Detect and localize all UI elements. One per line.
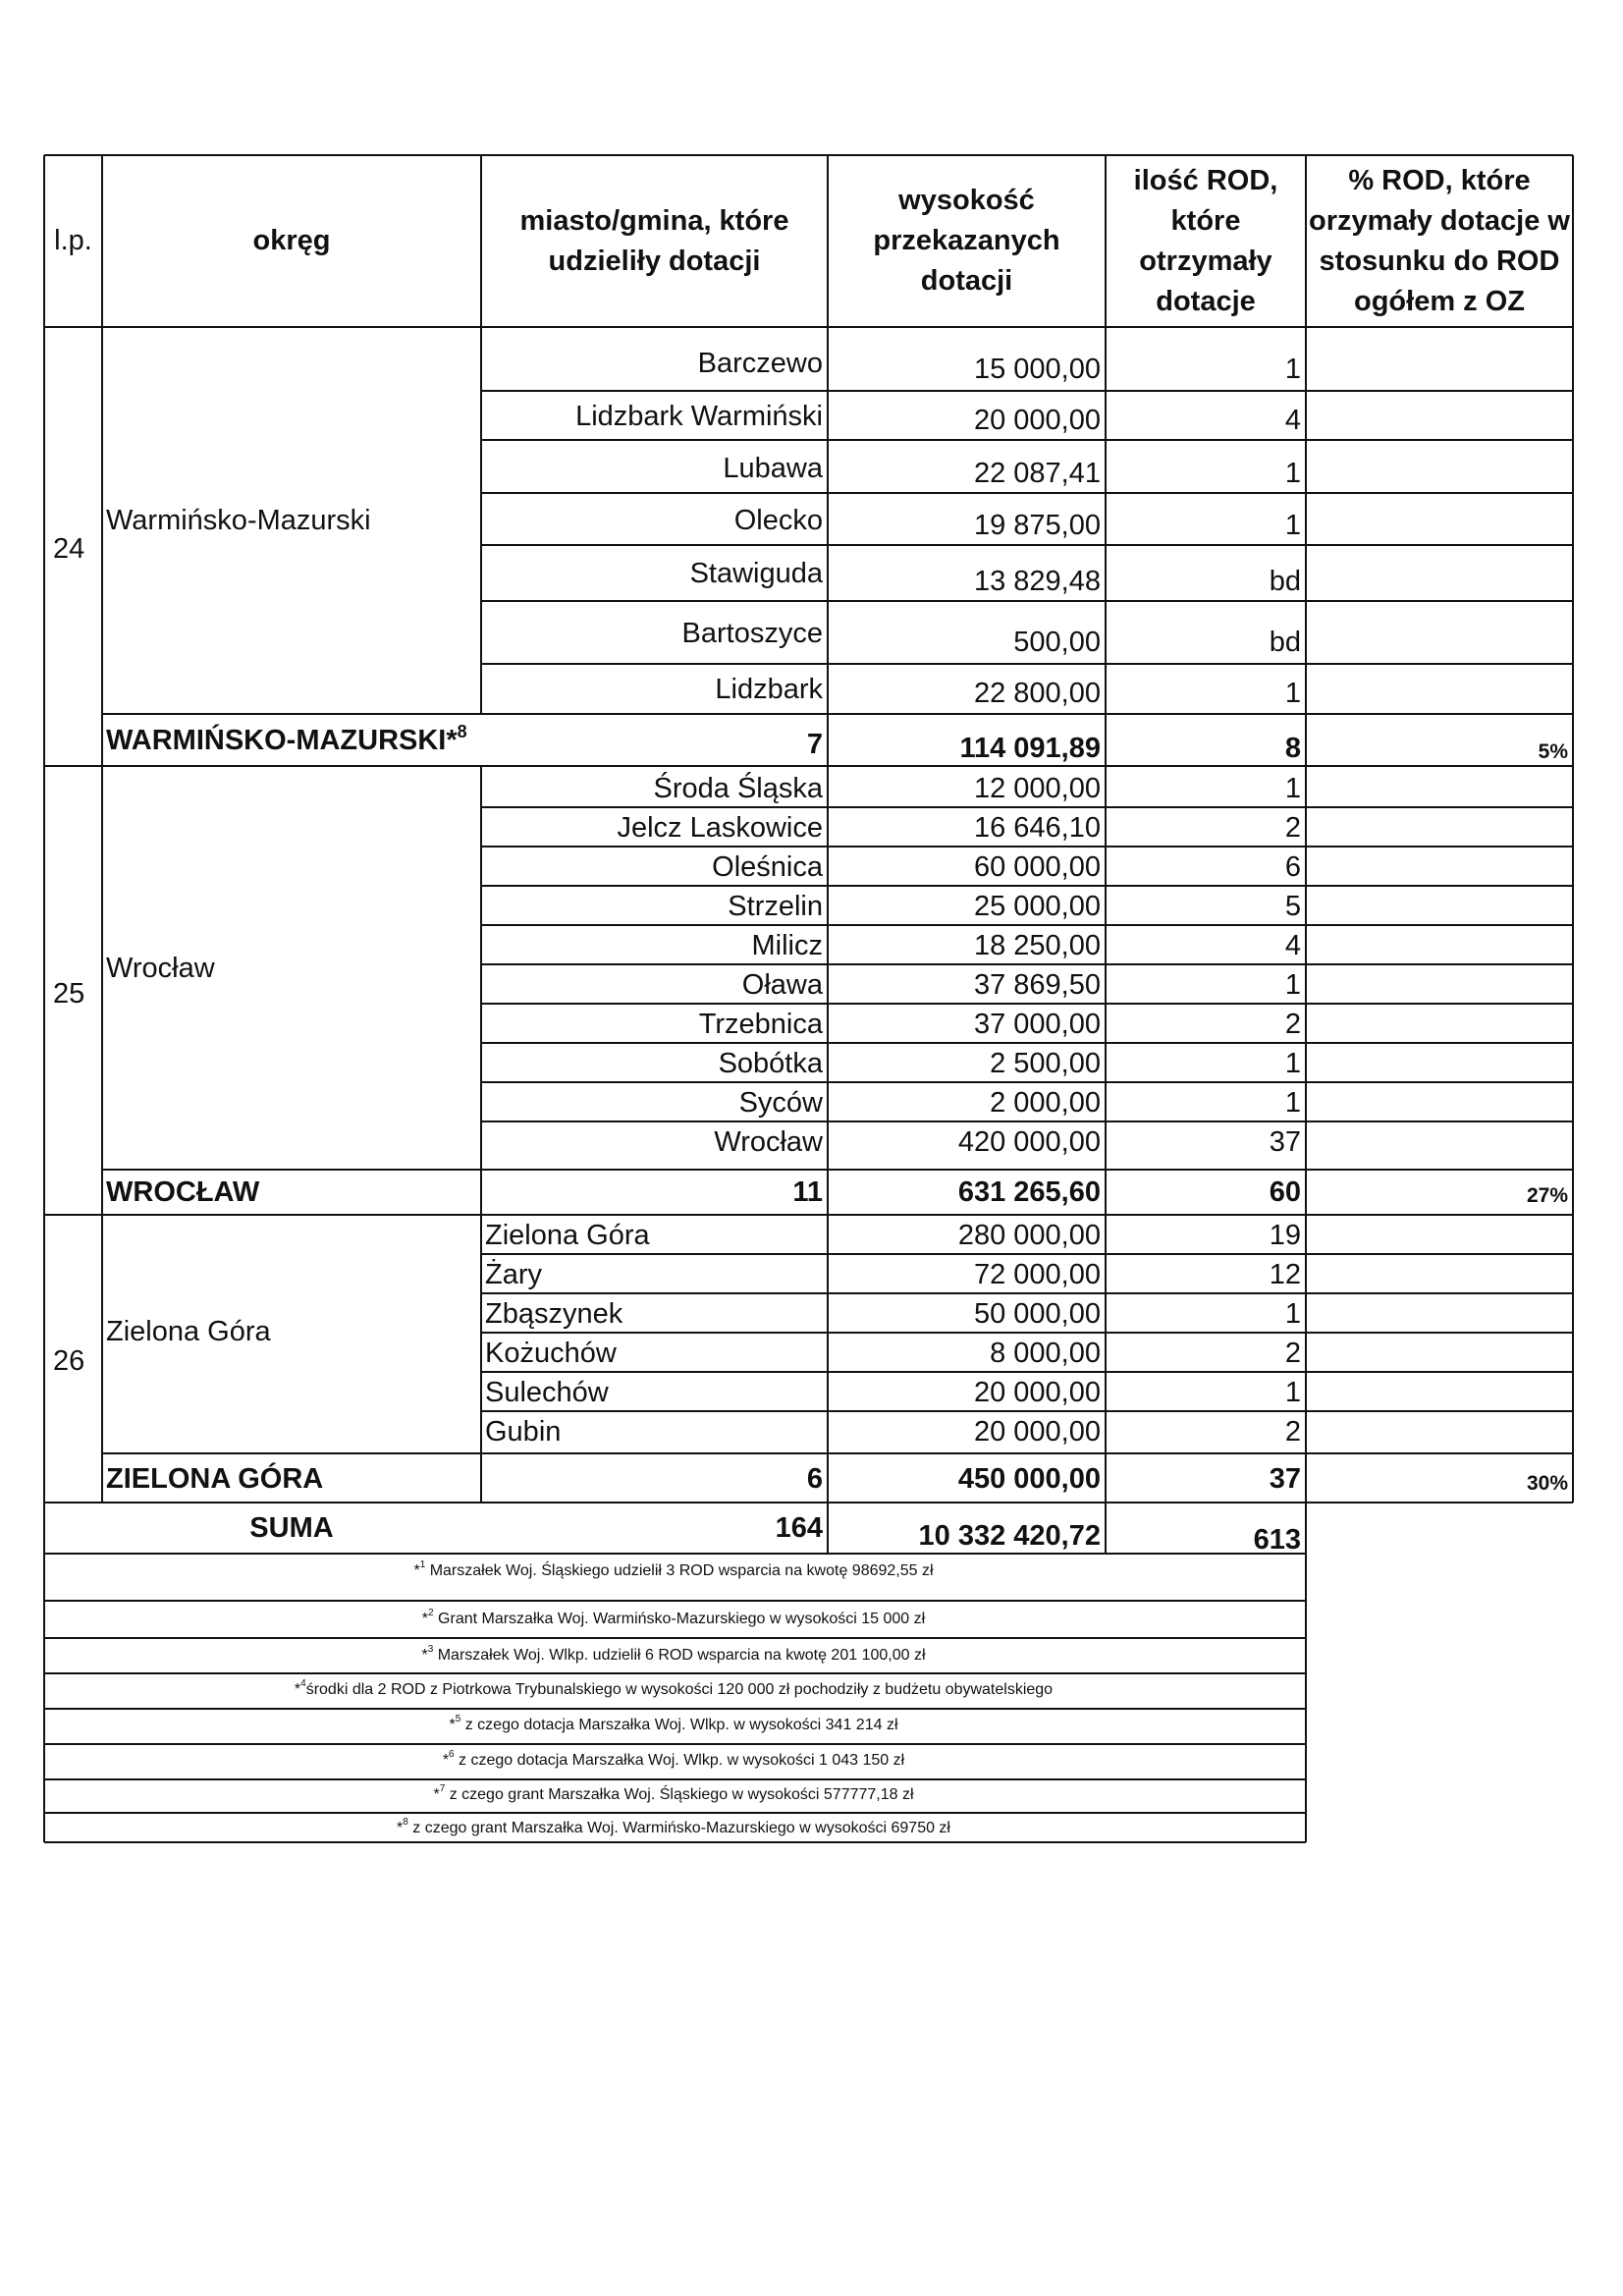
miasto-cell: Gubin (485, 1416, 562, 1448)
kwota-cell: 22 800,00 (973, 678, 1101, 709)
suma-label: SUMA (249, 1512, 334, 1544)
kwota-cell: 16 646,10 (973, 812, 1101, 844)
footnote: *$^2$ Grant Marszałka Woj. Warmińsko-Mazurskiego w wysokości 15 000 zł (421, 1608, 926, 1627)
ilosc-cell: 2 (1284, 812, 1301, 844)
lp-25: 25 (53, 978, 85, 1010)
miasto-cell: Jelcz Laskowice (617, 812, 823, 844)
ilosc-cell: 1 (1284, 1087, 1301, 1119)
kwota-cell: 20 000,00 (973, 1377, 1101, 1408)
kwota-cell: 13 829,48 (973, 566, 1101, 597)
miasto-cell: Olecko (733, 505, 823, 536)
ilosc-cell: 2 (1284, 1009, 1301, 1040)
total-liczba: 11 (792, 1176, 823, 1208)
miasto-cell: Oława (741, 969, 823, 1001)
kwota-cell: 20 000,00 (973, 1416, 1101, 1448)
kwota-cell: 37 869,50 (973, 969, 1101, 1001)
ilosc-cell: 5 (1284, 891, 1301, 922)
kwota-cell: 37 000,00 (973, 1009, 1101, 1040)
total-liczba: 6 (806, 1463, 823, 1495)
ilosc-cell: 12 (1269, 1259, 1301, 1290)
ilosc-cell: 1 (1284, 1377, 1301, 1408)
header-okreg: okręg (252, 225, 331, 256)
footnote: *$^3$ Marszałek Woj. Wlkp. udzielił 6 ROD wsparcia na kwotę 201 100,00 zł (421, 1644, 926, 1664)
header-procent: % ROD, które orzymały dotacje w stosunku do ROD ogółem z OZ (1309, 164, 1570, 317)
ilosc-cell: 1 (1284, 969, 1301, 1001)
ilosc-cell: 19 (1269, 1220, 1301, 1251)
okreg-zielona-gora: Zielona Góra (106, 1316, 271, 1347)
ilosc-cell: 2 (1284, 1416, 1301, 1448)
lp-24: 24 (53, 533, 85, 565)
footnote: *$^7$ z czego grant Marszałka Woj. Śląskiego w wysokości 577777,18 zł (433, 1783, 914, 1803)
miasto-cell: Strzelin (728, 891, 823, 922)
miasto-cell: Kożuchów (485, 1338, 617, 1369)
lp-26: 26 (53, 1345, 85, 1377)
ilosc-cell: 1 (1284, 1048, 1301, 1079)
ilosc-cell: 4 (1284, 405, 1301, 436)
kwota-cell: 280 000,00 (957, 1220, 1101, 1251)
ilosc-cell: 1 (1284, 678, 1301, 709)
footnote: *$^1$ Marszałek Woj. Śląskiego udzielił 3 ROD wsparcia na kwotę 98692,55 zł (413, 1559, 934, 1579)
ilosc-cell: 1 (1284, 1298, 1301, 1330)
ilosc-cell: bd (1269, 566, 1301, 597)
total-name: WROCŁAW (106, 1176, 260, 1208)
suma-kwota: 10 332 420,72 (918, 1520, 1101, 1552)
suma-liczba: 164 (775, 1512, 823, 1544)
kwota-cell: 8 000,00 (990, 1338, 1101, 1369)
miasto-cell: Żary (485, 1259, 542, 1290)
kwota-cell: 2 500,00 (990, 1048, 1101, 1079)
footnote: *$^8$ z czego grant Marszałka Woj. Warmińsko-Mazurskiego w wysokości 69750 zł (397, 1817, 950, 1836)
miasto-cell: Lidzbark Warmiński (575, 401, 823, 432)
miasto-cell: Bartoszyce (681, 618, 823, 649)
header-ilosc: ilość ROD, które otrzymały dotacje (1133, 164, 1278, 317)
ilosc-cell: 6 (1284, 851, 1301, 883)
miasto-cell: Milicz (751, 930, 823, 961)
total-ilosc: 8 (1284, 733, 1301, 764)
kwota-cell: 22 087,41 (973, 458, 1101, 489)
miasto-cell: Lidzbark (715, 674, 823, 705)
header-miasto: miasto/gmina, które udzieliły dotacji (519, 204, 789, 277)
kwota-cell: 60 000,00 (973, 851, 1101, 883)
kwota-cell: 420 000,00 (957, 1126, 1101, 1158)
ilosc-cell: 1 (1284, 458, 1301, 489)
kwota-cell: 500,00 (1013, 627, 1101, 658)
miasto-cell: Zbąszynek (485, 1298, 623, 1330)
ilosc-cell: 2 (1284, 1338, 1301, 1369)
kwota-cell: 18 250,00 (973, 930, 1101, 961)
total-liczba: 7 (806, 729, 823, 760)
ilosc-cell: 4 (1284, 930, 1301, 961)
kwota-cell: 2 000,00 (990, 1087, 1101, 1119)
total-ilosc: 37 (1269, 1463, 1301, 1495)
total-name: WARMIŃSKO-MAZURSKI*$^8$ (106, 722, 467, 756)
footnote: *$^6$ z czego dotacja Marszałka Woj. Wlkp. w wysokości 1 043 150 zł (442, 1749, 905, 1769)
header-wysokosc: wysokość przekazanych dotacji (873, 185, 1060, 297)
total-kwota: 114 091,89 (959, 733, 1101, 764)
miasto-cell: Wrocław (714, 1126, 823, 1158)
kwota-cell: 50 000,00 (973, 1298, 1101, 1330)
okreg-warminsko-mazurski: Warmińsko-Mazurski (106, 505, 371, 536)
kwota-cell: 19 875,00 (973, 510, 1101, 541)
kwota-cell: 25 000,00 (973, 891, 1101, 922)
ilosc-cell: 1 (1284, 510, 1301, 541)
okreg-wroclaw: Wrocław (106, 953, 215, 984)
header-lp: l.p. (54, 225, 92, 256)
total-ilosc: 60 (1269, 1176, 1301, 1208)
kwota-cell: 15 000,00 (973, 354, 1101, 385)
miasto-cell: Barczewo (697, 348, 823, 379)
total-procent: 30% (1526, 1472, 1568, 1495)
ilosc-cell: 1 (1284, 773, 1301, 804)
ilosc-cell: 1 (1284, 354, 1301, 385)
miasto-cell: Oleśnica (712, 851, 823, 883)
ilosc-cell: 37 (1269, 1126, 1301, 1158)
suma-ilosc: 613 (1253, 1524, 1301, 1556)
footnote: *$^5$ z czego dotacja Marszałka Woj. Wlkp. w wysokości 341 214 zł (449, 1714, 898, 1733)
miasto-cell: Zielona Góra (485, 1220, 650, 1251)
kwota-cell: 12 000,00 (973, 773, 1101, 804)
footnote: *$^4$środki dla 2 ROD z Piotrkowa Trybunalskiego w wysokości 120 000 zł pochodziły z budżetu obywatelskiego (294, 1678, 1054, 1698)
miasto-cell: Trzebnica (698, 1009, 823, 1040)
kwota-cell: 20 000,00 (973, 405, 1101, 436)
miasto-cell: Lubawa (723, 453, 823, 484)
ilosc-cell: bd (1269, 627, 1301, 658)
miasto-cell: Środa Śląska (653, 773, 823, 804)
miasto-cell: Sulechów (485, 1377, 609, 1408)
kwota-cell: 72 000,00 (973, 1259, 1101, 1290)
total-kwota: 450 000,00 (957, 1463, 1101, 1495)
miasto-cell: Syców (738, 1087, 823, 1119)
miasto-cell: Stawiguda (689, 558, 823, 589)
total-procent: 5% (1538, 740, 1568, 763)
miasto-cell: Sobótka (718, 1048, 823, 1079)
total-procent: 27% (1526, 1184, 1568, 1207)
total-name: ZIELONA GÓRA (106, 1463, 324, 1495)
total-kwota: 631 265,60 (957, 1176, 1101, 1208)
